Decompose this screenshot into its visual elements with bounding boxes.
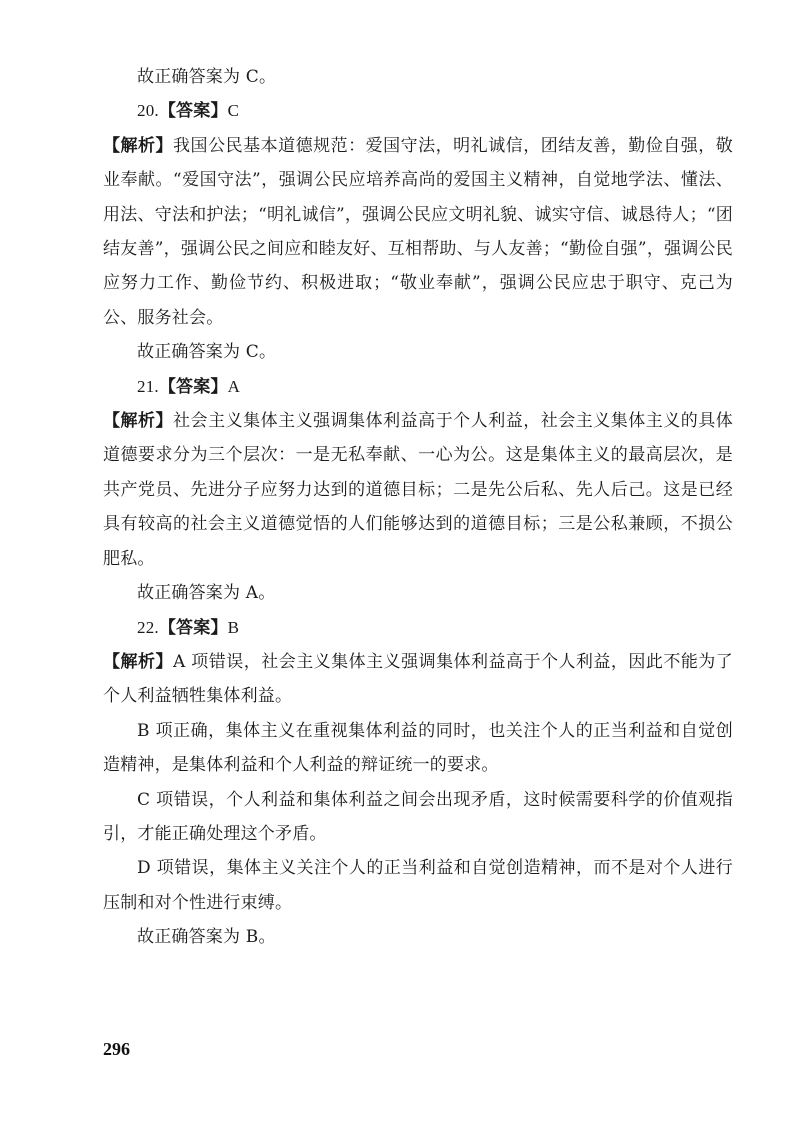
question-number: 22. bbox=[137, 617, 159, 637]
option-text: C 项错误，个人利益和集体利益之间会出现矛盾，这时候需要科学的价值观指引，才能正确处理这个矛盾。 bbox=[103, 789, 733, 844]
answer-value: A bbox=[227, 376, 241, 396]
option-text: D 项错误，集体主义关注个人的正当利益和自觉创造精神，而不是对个人进行压制和对个性进行束缚。 bbox=[103, 858, 733, 913]
page-number: 296 bbox=[103, 1039, 130, 1059]
analysis-paragraph bbox=[103, 129, 733, 335]
analysis-text: 我国公民基本道德规范：爱国守法，明礼诚信，团结友善，勤俭自强，敬业奉献。“爱国守法”，强调公民应培养高尚的爱国主义精神，自觉地学法、懂法、用法、守法和护法；“明礼诚信”，强调公民应文明礼貌、诚实守信、诚恳待人；“团结友善”，强调公民之间应和睦友好、互相帮助、与人友善；“勤俭自强”，强调公民应努力工作、勤俭节约、积极进取；“敬业奉献”，强调公民应忠于职守、克己为公、服务社会。 bbox=[103, 135, 733, 328]
question-number: 20. bbox=[137, 101, 159, 121]
answer-line bbox=[103, 94, 733, 128]
answer-value: B bbox=[227, 617, 240, 637]
conclusion-text: 故正确答案为 A。 bbox=[137, 583, 276, 604]
question-number: 21. bbox=[137, 376, 159, 396]
option-text: B 项正确，集体主义在重视集体利益的同时，也关注个人的正当利益和自觉创造精神，是集体利益和个人利益的辩证统一的要求。 bbox=[103, 720, 733, 776]
conclusion-text: 故正确答案为 C。 bbox=[137, 342, 277, 363]
answer-label: 【答案】 bbox=[158, 376, 228, 397]
analysis-label: 【解析】 bbox=[103, 651, 173, 672]
answer-label: 【答案】 bbox=[158, 101, 228, 122]
answer-value: C bbox=[227, 101, 240, 121]
analysis-text: A 项错误，社会主义集体主义强调集体利益高于个人利益，因此不能为了个人利益牺牲集体利益。 bbox=[103, 651, 733, 707]
option-explanation bbox=[103, 783, 733, 852]
answer-label: 【答案】 bbox=[158, 617, 228, 638]
conclusion-line bbox=[103, 920, 733, 954]
option-explanation bbox=[103, 714, 733, 783]
conclusion-line bbox=[103, 576, 733, 610]
option-explanation bbox=[103, 851, 733, 920]
conclusion-line bbox=[103, 335, 733, 369]
page-content bbox=[103, 60, 733, 955]
conclusion-text: 故正确答案为 B。 bbox=[137, 927, 276, 948]
conclusion-text: 故正确答案为 C。 bbox=[137, 67, 277, 87]
conclusion-line bbox=[103, 60, 733, 94]
analysis-label: 【解析】 bbox=[103, 411, 174, 432]
analysis-paragraph bbox=[103, 404, 733, 576]
analysis-label: 【解析】 bbox=[103, 135, 174, 156]
answer-line bbox=[103, 611, 733, 645]
analysis-text: 社会主义集体主义强调集体利益高于个人利益，社会主义集体主义的具体道德要求分为三个层次：一是无私奉献、一心为公。这是集体主义的最高层次，是共产党员、先进分子应努力达到的道德目标；二是先公后私、先人后己。这是已经具有较高的社会主义道德觉悟的人们能够达到的道德目标；三是公私兼顾，不损公肥私。 bbox=[103, 411, 733, 569]
answer-line bbox=[103, 370, 733, 404]
analysis-paragraph bbox=[103, 645, 733, 714]
